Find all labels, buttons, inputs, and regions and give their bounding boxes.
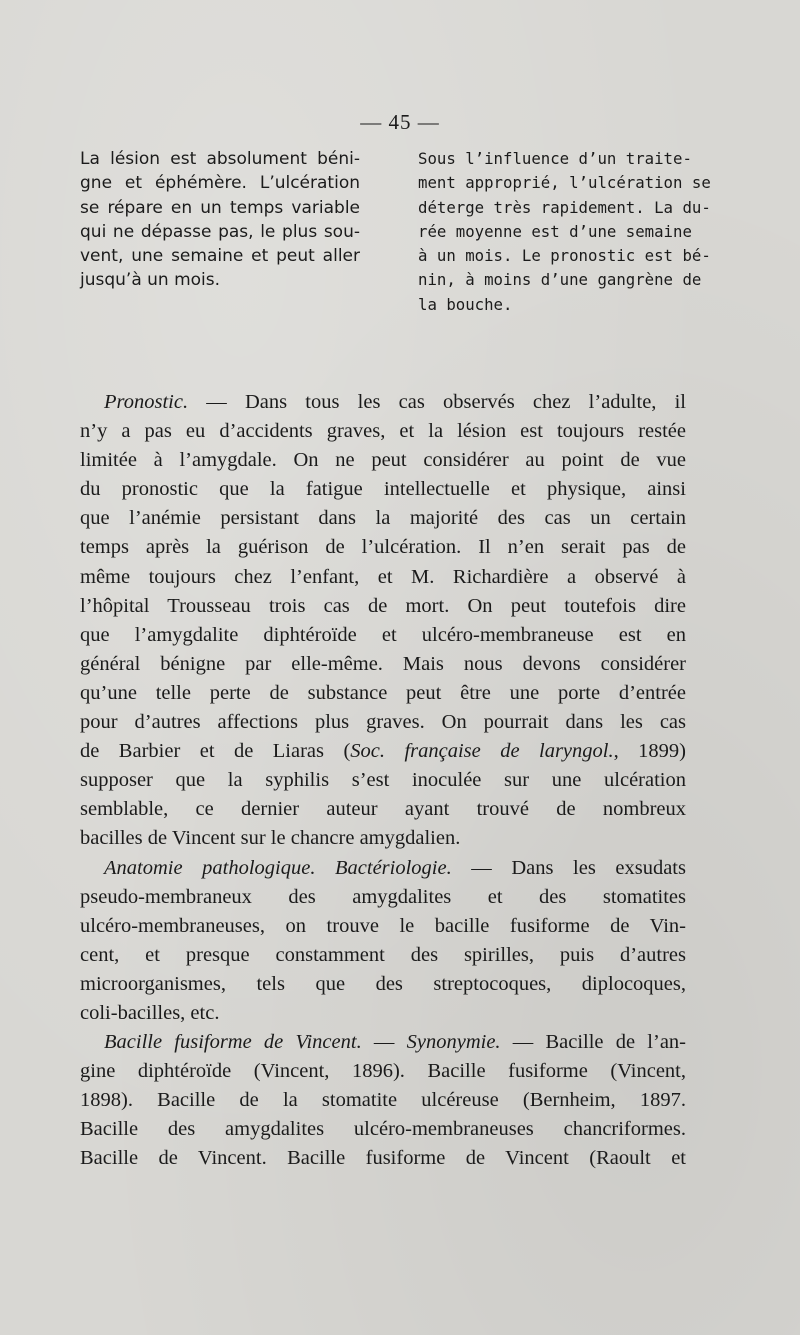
pronostic-heading: Pronostic. bbox=[104, 391, 189, 413]
right-column-line: la bouche. bbox=[418, 294, 513, 314]
paragraph-line: n’y a pas eu d’accidents graves, et la lésion est toujours restée bbox=[80, 420, 686, 443]
citation-post: , 1899) bbox=[613, 740, 687, 763]
main-text bbox=[80, 388, 686, 1174]
anatomie-first-line bbox=[80, 854, 686, 883]
paragraph-line: pseudo-membraneux des amygdalites et des stomatites bbox=[80, 885, 686, 908]
paragraph-line: gine diphtéroïde (Vincent, 1896). Bacille fusiforme (Vincent, bbox=[80, 1060, 686, 1083]
right-column-line: rée moyenne est d’une semaine bbox=[418, 221, 692, 241]
left-column-line: qui ne dépasse pas, le plus sou- bbox=[80, 221, 360, 242]
right-column bbox=[418, 147, 711, 317]
paragraph-line: que l’amygdalite diphtéroïde et ulcéro-membraneuse est en bbox=[80, 623, 686, 646]
paragraph-line: bacilles de Vincent sur le chancre amygdalien. bbox=[80, 827, 461, 850]
paragraph-line: supposer que la syphilis s’est inoculée sur une ulcération bbox=[80, 769, 686, 792]
pronostic-first-line bbox=[80, 388, 686, 417]
page-number: — 45 — bbox=[360, 110, 440, 134]
left-column bbox=[80, 147, 360, 293]
left-column-line: vent, une semaine et peut aller bbox=[80, 246, 360, 267]
paragraph-line: du pronostic que la fatigue intellectuelle et physique, ainsi bbox=[80, 478, 686, 501]
pronostic-first-line-text: — Dans tous les cas observés chez l’adulte, il bbox=[188, 391, 686, 413]
paragraph-line: général bénigne par elle-même. Mais nous devons considérer bbox=[80, 652, 686, 675]
paragraph-line: qu’une telle perte de substance peut être une porte d’entrée bbox=[80, 681, 686, 704]
citation-line bbox=[80, 737, 686, 766]
right-column-line: déterge très rapidement. La du- bbox=[418, 197, 711, 217]
paragraph-line: l’hôpital Trousseau trois cas de mort. On peut toutefois dire bbox=[80, 594, 686, 617]
anatomie-first-line-text: — Dans les exsudats bbox=[451, 856, 686, 879]
left-column-line: jusqu’à un mois. bbox=[80, 270, 221, 291]
bacille-first-line-text: — Bacille de l’an- bbox=[500, 1031, 686, 1054]
paragraph-line: pour d’autres affections plus graves. On pourrait dans les cas bbox=[80, 711, 686, 734]
bacille-heading: Bacille fusiforme de Vincent. bbox=[104, 1031, 362, 1054]
journal-title: Soc. française de laryngol. bbox=[350, 740, 614, 763]
paragraph-line: ulcéro-membraneuses, on trouve le bacille fusiforme de Vin- bbox=[80, 914, 686, 937]
paragraph-line: coli-bacilles, etc. bbox=[80, 1001, 220, 1024]
right-column-line: nin, à moins d’une gangrène de bbox=[418, 270, 702, 290]
left-column-line: gne et éphémère. L’ulcération bbox=[80, 173, 360, 194]
paragraph-line: Bacille de Vincent. Bacille fusiforme de Vincent (Raoult et bbox=[80, 1147, 686, 1170]
right-column-line: Sous l’influence d’un traite- bbox=[418, 149, 692, 168]
bacille-first-line bbox=[80, 1028, 686, 1057]
left-column-line: La lésion est absolument béni- bbox=[80, 149, 360, 169]
paragraph-line: semblable, ce dernier auteur ayant trouvé de nombreux bbox=[80, 798, 686, 821]
paragraph-line: temps après la guérison de l’ulcération. Il n’en serait pas de bbox=[80, 536, 686, 559]
paragraph-line: 1898). Bacille de la stomatite ulcéreuse (Bernheim, 1897. bbox=[80, 1089, 686, 1112]
citation-pre: de Barbier et de Liaras ( bbox=[80, 740, 351, 763]
paragraph-line: même toujours chez l’enfant, et M. Richardière a observé à bbox=[80, 565, 686, 588]
synonymie-heading: Synonymie. bbox=[406, 1031, 501, 1054]
left-column-line: se répare en un temps variable bbox=[80, 197, 360, 218]
paragraph-line: Bacille des amygdalites ulcéro-membraneuses chancriformes. bbox=[80, 1118, 686, 1141]
paragraph-line: microorganismes, tels que des streptocoques, diplocoques, bbox=[80, 972, 686, 995]
bacille-dash: — bbox=[361, 1031, 407, 1054]
right-column-line: à un mois. Le pronostic est bé- bbox=[418, 246, 711, 266]
paragraph-line: que l’anémie persistant dans la majorité des cas un certain bbox=[80, 507, 686, 530]
anatomie-heading: Anatomie pathologique. Bactériologie. bbox=[104, 856, 452, 879]
paragraph-line: cent, et presque constamment des spirilles, puis d’autres bbox=[80, 943, 686, 966]
paragraph-line: limitée à l’amygdale. On ne peut considérer au point de vue bbox=[80, 449, 686, 472]
right-column-line: ment approprié, l’ulcération se bbox=[418, 173, 711, 193]
